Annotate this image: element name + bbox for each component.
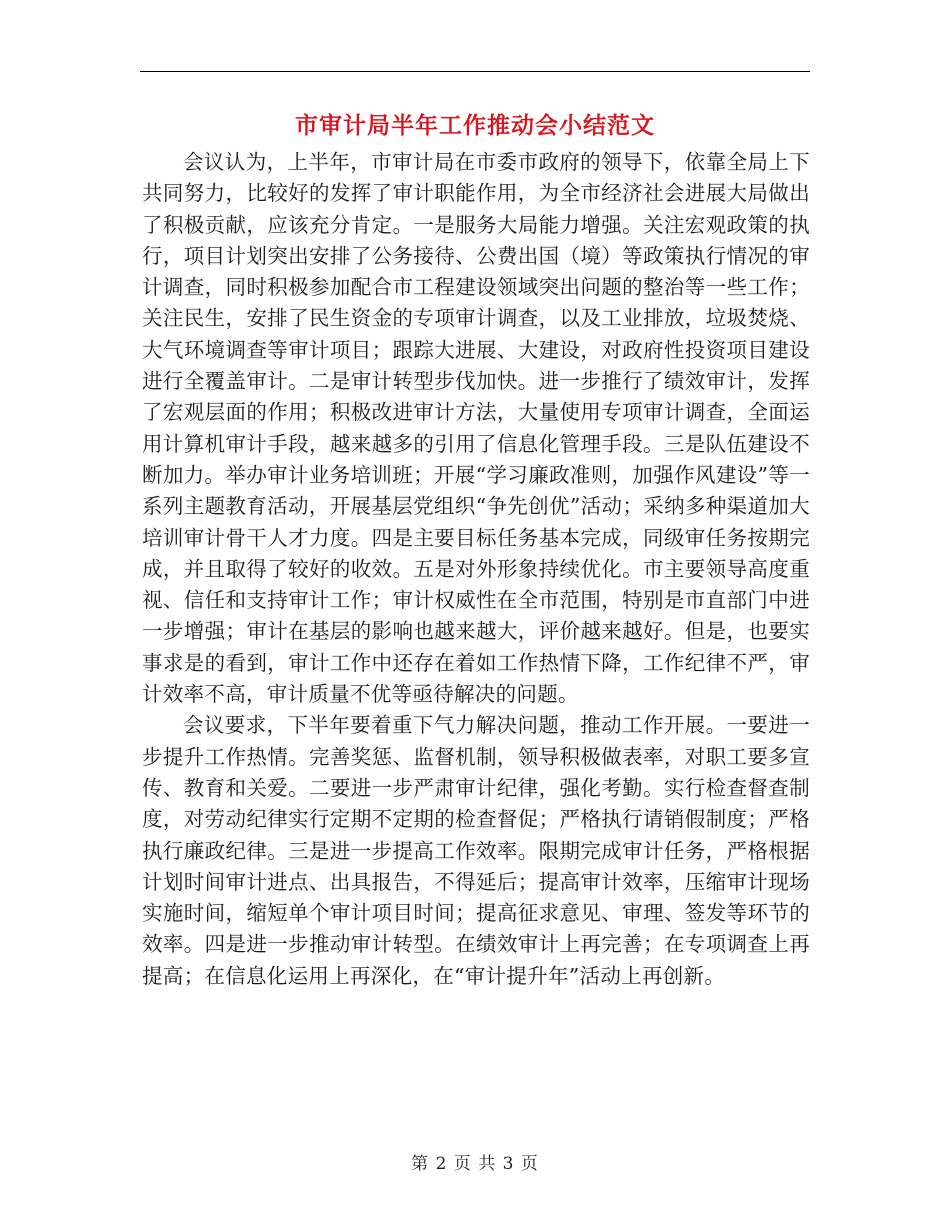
document-title: 市审计局半年工作推动会小结范文 (295, 112, 655, 139)
paragraph-meeting-review: 会议认为，上半年，市审计局在市委市政府的领导下，依靠全局上下共同努力，比较好的发挥了审计职能作用，为全市经济社会进展大局做出了积极贡献，应该充分肯定。一是服务大局能力增强。关注宏观政策的执行，项目计划突出安排了公务接待、公费出国（境）等政策执行情况的审计调查，同时积极参加配合市工程建设领域突出问题的整治等一些工作；关注民生，安排了民生资金的专项审计调查，以及工业排放，垃圾焚烧、大气环境调查等审计项目；跟踪大进展、大建设，对政府性投资项目建设进行全覆盖审计。二是审计转型步伐加快。进一步推行了绩效审计，发挥了宏观层面的作用；积极改进审计方法，大量使用专项审计调查，全面运用计算机审计手段，越来越多的引用了信息化管理手段。三是队伍建设不断加力。举办审计业务培训班；开展“学习廉政准则，加强作风建设”等一系列主题教育活动，开展基层党组织“争先创优”活动；采纳多种渠道加大培训审计骨干人才力度。四是主要目标任务基本完成，同级审任务按期完成，并且取得了较好的收效。五是对外形象持续优化。市主要领导高度重视、信任和支持审计工作；审计权威性在全市范围，特别是市直部门中进一步增强；审计在基层的影响也越来越大，评价越来越好。但是，也要实事求是的看到，审计工作中还存在着如工作热情下降，工作纪律不严，审计效率不高，审计质量不优等亟待解决的问题。 (142, 150, 810, 707)
header-rule (140, 71, 810, 72)
page-number-footer: 第 2 页 共 3 页 (411, 1154, 539, 1174)
document-body (142, 147, 810, 992)
paragraph-meeting-requirements: 会议要求，下半年要着重下气力解决问题，推动工作开展。一要进一步提升工作热情。完善奖惩、监督机制，领导积极做表率，对职工要多宣传、教育和关爱。二要进一步严肃审计纪律，强化考勤。实行检查督查制度，对劳动纪律实行定期不定期的检查督促；严格执行请销假制度；严格执行廉政纪律。三是进一步提高工作效率。限期完成审计任务，严格根据计划时间审计进点、出具报告，不得延后；提高审计效率，压缩审计现场实施时间，缩短单个审计项目时间；提高征求意见、审理、签发等环节的效率。四是进一步推动审计转型。在绩效审计上再完善；在专项调查上再提高；在信息化运用上再深化，在“审计提升年”活动上再创新。 (142, 713, 810, 988)
